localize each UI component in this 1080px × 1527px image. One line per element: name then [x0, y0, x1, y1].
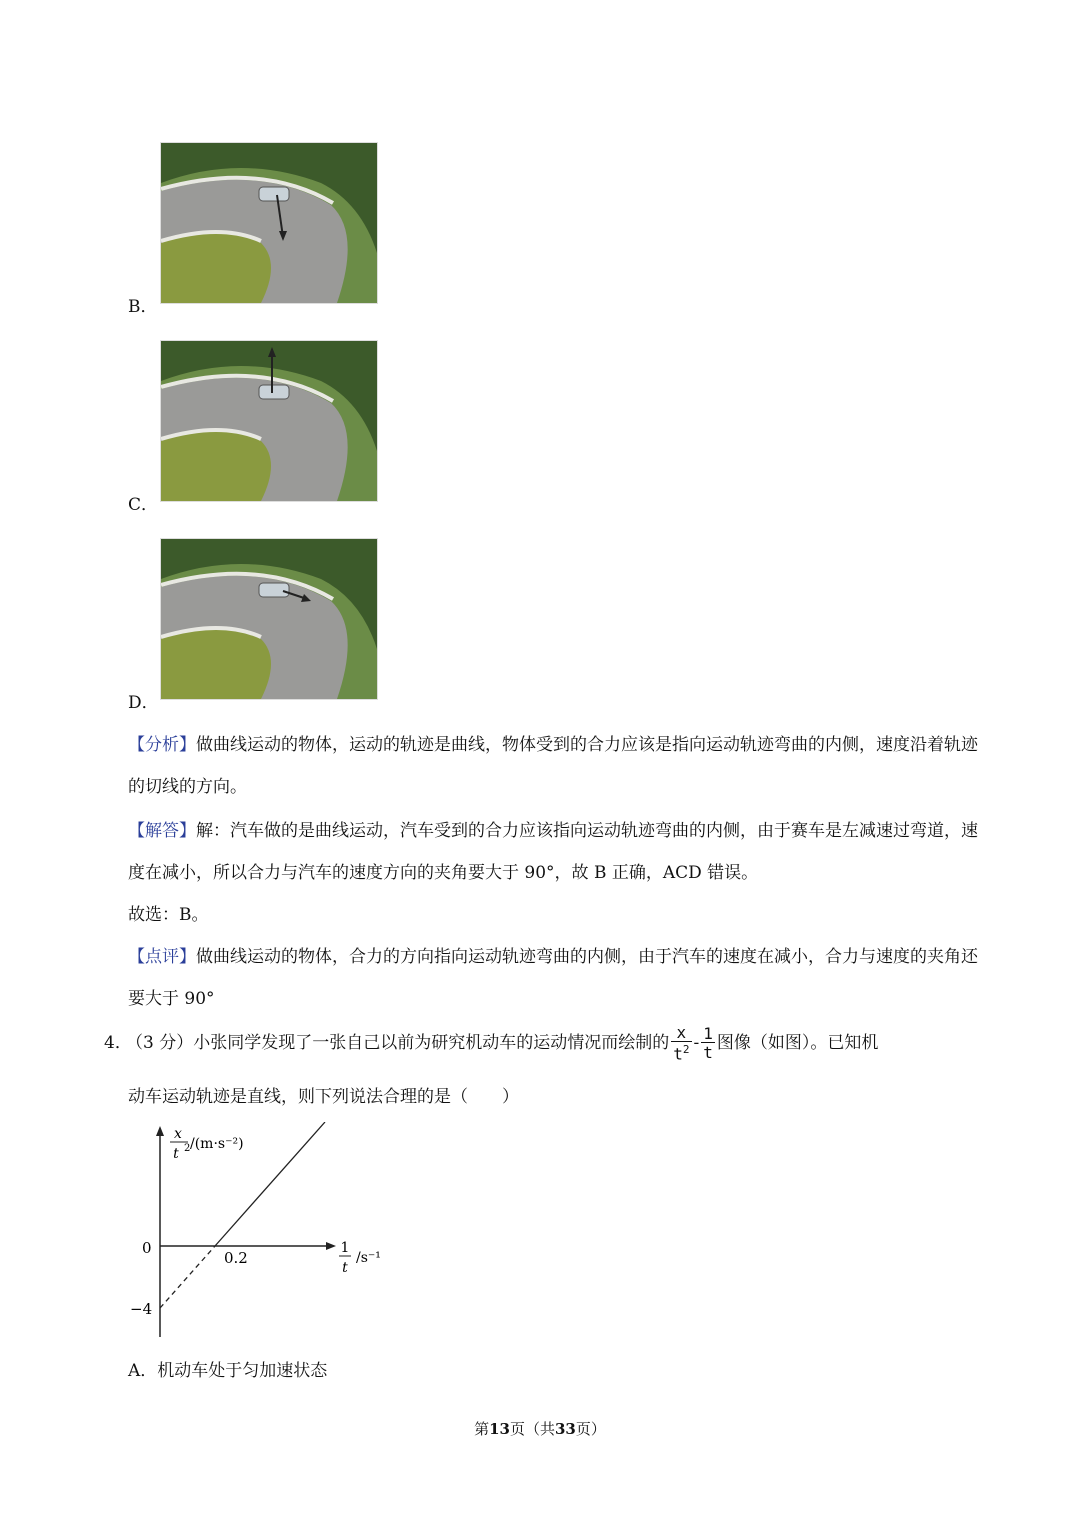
solution-paragraph [128, 810, 980, 894]
x-axis-arrow [326, 1242, 336, 1250]
y-label-num: x [174, 1126, 182, 1142]
analysis-paragraph [128, 724, 980, 808]
analysis-text: 做曲线运动的物体，运动的轨迹是曲线，物体受到的合力应该是指向运动轨迹弯曲的内侧，速度沿着轨迹的切线的方向。 [128, 735, 978, 797]
comment-paragraph [128, 936, 980, 1020]
comment-text: 做曲线运动的物体，合力的方向指向运动轨迹弯曲的内侧，由于汽车的速度在减小，合力与速度的夹角还要大于 90° [128, 947, 978, 1009]
page-number: 13 [489, 1420, 510, 1438]
x-label-num: 1 [340, 1240, 350, 1256]
option-c-label: C． [128, 495, 159, 515]
origin-label: 0 [142, 1239, 152, 1257]
comment-tag: 【点评】 [128, 947, 196, 967]
question4-option-a: A．机动车处于匀加速状态 [128, 1361, 328, 1381]
fraction-x-over-t2: $\frac{x}{t^2}$ [673, 1022, 690, 1064]
y-label-den: t [173, 1146, 179, 1162]
option-d-label: D． [128, 693, 159, 713]
y-axis-arrow [156, 1126, 164, 1136]
fraction-dash: - [693, 1033, 700, 1053]
question4-score: （3 分） [126, 1033, 194, 1053]
question4-text-after-1: 图像（如图）。已知机 [716, 1033, 879, 1053]
y-label-unit: /(m·s⁻²) [190, 1136, 244, 1152]
option-b-photo [160, 142, 378, 304]
option-d-photo [160, 538, 378, 700]
x-t2-vs-1-t-graph [120, 1122, 400, 1342]
fraction-1-over-t: $\frac{1}{t}$ [703, 1024, 713, 1062]
solution-choice: 故选：B。 [128, 905, 209, 925]
question4-line1 [126, 1020, 986, 1066]
x-label-unit: /s⁻¹ [356, 1250, 381, 1266]
x-tick-label: 0.2 [224, 1249, 248, 1267]
question4-line2: 动车运动轨迹是直线，则下列说法合理的是（ ） [128, 1087, 519, 1107]
line-dashed [160, 1246, 215, 1308]
option-c-photo [160, 340, 378, 502]
y-tick-label: −4 [130, 1300, 153, 1318]
question4-number: 4． [104, 1033, 132, 1053]
analysis-tag: 【分析】 [128, 735, 196, 755]
solution-text: 解：汽车做的是曲线运动，汽车受到的合力应该指向运动轨迹弯曲的内侧，由于赛车是左减速过弯道，速度在减小，所以合力与汽车的速度方向的夹角要大于 90°，故 B 正确，ACD 错误。 [128, 821, 978, 883]
option-b-label: B． [128, 297, 158, 317]
x-label-den: t [342, 1260, 348, 1276]
question4-text-before: 小张同学发现了一张自己以前为研究机动车的运动情况而绘制的 [193, 1033, 670, 1053]
y-label-den-sup: 2 [184, 1143, 191, 1154]
solution-tag: 【解答】 [128, 821, 196, 841]
page-footer: 第13页（共33页） [474, 1420, 606, 1438]
page-total: 33 [555, 1420, 576, 1438]
